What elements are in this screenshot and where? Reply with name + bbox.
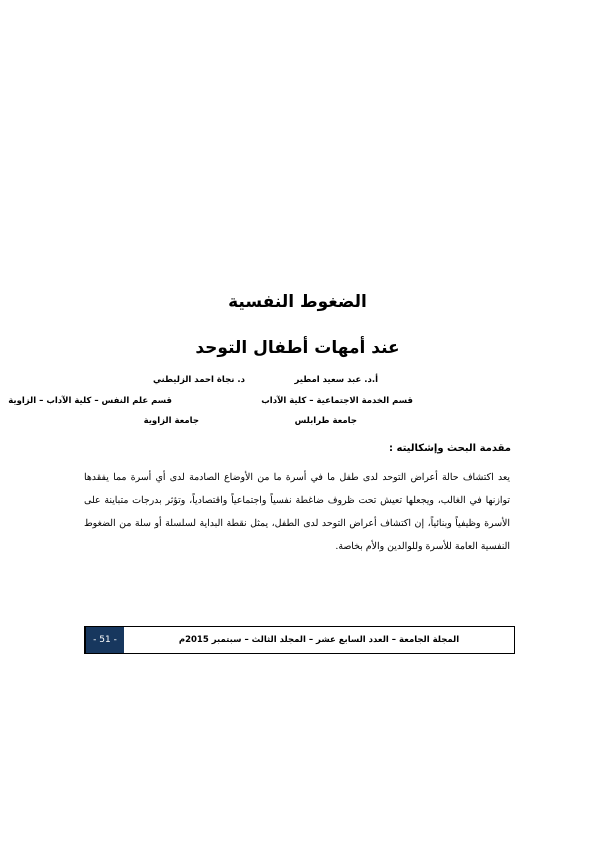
intro-heading: مقدمة البحث وإشكاليته : [389,443,511,454]
journal-citation: المجلة الجامعة – العدد السابع عشر – المجلد الثالث – سبتمبر 2015م [178,635,460,645]
author-2-university: جامعة الزاوية [143,416,199,426]
page-title-line1: الضغوط النفسية [228,292,367,312]
footer-bar [84,626,515,654]
intro-paragraph: يعد اكتشاف حالة أعراض التوحد لدى طفل ما في أسرة ما من الأوضاع الصادمة لدى أي أسرة مما يفقدها توازنها في الغالب، ويجعلها تعيش تحت ظروف ضاغطة نفسياً واجتماعياً واقتصادياً، وتؤثر بدرجات متباينة على الأسرة وظيفياً وبنائياً، إن اكتشاف أعراض التوحد لدى الطفل، يمثل نقطة البداية لسلسلة أو سلة من الضغوط النفسية العامة للأسرة وللوالدين والأم بخاصة. [84,472,510,552]
page-number: - 51 - [85,627,124,653]
author-1-department: قسم الخدمة الاجتماعية – كلية الآداب [261,396,413,406]
page-title-line2: عند أمهات أطفال التوحد [195,338,400,358]
author-2-department: قسم علم النفس – كلية الآداب – الزاوية [8,396,172,406]
author-1-university: جامعة طرابلس [294,416,357,426]
author-1-name: أ.د. عبد سعيد امطير [294,375,378,385]
author-2-name: د. نجاة احمد الزليطني [152,375,245,385]
